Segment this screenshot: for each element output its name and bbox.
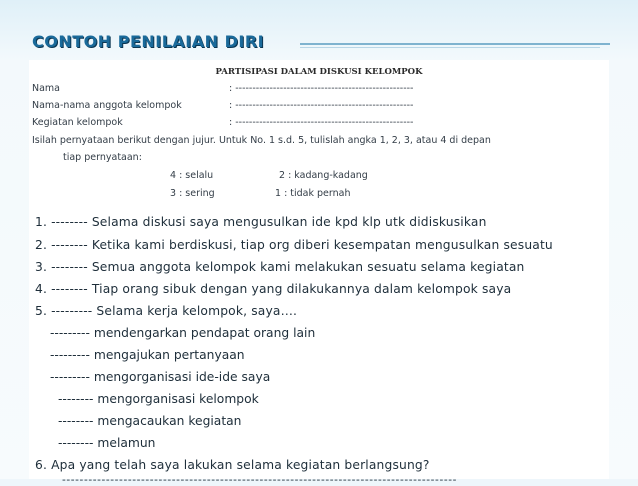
title-underline bbox=[300, 43, 610, 45]
statement-5f: -------- melamun bbox=[58, 436, 156, 450]
scale-never: 1 : tidak pernah bbox=[275, 188, 351, 199]
form-heading: PARTISIPASI DALAM DISKUSI KELOMPOK bbox=[215, 67, 423, 77]
field-blank-activity: : ---------------------------------------------------- bbox=[229, 117, 414, 128]
statement-5b: --------- mengajukan pertanyaan bbox=[50, 348, 245, 362]
statement-5a: --------- mendengarkan pendapat orang lain bbox=[50, 326, 316, 340]
statement-3: 3. -------- Semua anggota kelompok kami melakukan sesuatu selama kegiatan bbox=[35, 260, 525, 274]
field-label-members: Nama-nama anggota kelompok bbox=[32, 100, 182, 111]
statement-4: 4. -------- Tiap orang sibuk dengan yang dilakukannya dalam kelompok saya bbox=[35, 282, 512, 296]
statement-5: 5. --------- Selama kerja kelompok, saya…. bbox=[35, 304, 298, 318]
statement-5e: -------- mengacaukan kegiatan bbox=[58, 414, 242, 428]
statement-2: 2. -------- Ketika kami berdiskusi, tiap org diberi kesempatan mengusulkan sesuatu bbox=[35, 238, 553, 252]
field-label-activity: Kegiatan kelompok bbox=[32, 117, 123, 128]
scale-sometimes: 2 : kadang-kadang bbox=[279, 170, 368, 181]
field-blank-members: : ---------------------------------------------------- bbox=[229, 100, 414, 111]
statement-5d: -------- mengorganisasi kelompok bbox=[58, 392, 259, 406]
document-page bbox=[29, 60, 609, 486]
instruction-text: Isilah pernyataan berikut dengan jujur. Untuk No. 1 s.d. 5, tulislah angka 1, 2, 3, atau 4 di depan bbox=[32, 135, 491, 146]
instruction-text-continued: tiap pernyataan: bbox=[63, 152, 142, 163]
statement-1: 1. -------- Selama diskusi saya mengusulkan ide kpd klp utk didiskusikan bbox=[35, 215, 487, 229]
statement-5c: --------- mengorganisasi ide-ide saya bbox=[50, 370, 271, 384]
field-blank-name: : ---------------------------------------------------- bbox=[229, 83, 414, 94]
field-label-name: Nama bbox=[32, 83, 61, 94]
title-underline-secondary bbox=[300, 47, 600, 48]
slide-title: CONTOH PENILAIAN DIRI bbox=[32, 32, 265, 51]
scale-always: 4 : selalu bbox=[170, 170, 214, 181]
scale-often: 3 : sering bbox=[170, 188, 215, 199]
answer-line: ------------------------------------------------------------------------------------------ bbox=[62, 474, 457, 486]
statement-6: 6. Apa yang telah saya lakukan selama kegiatan berlangsung? bbox=[35, 458, 430, 472]
